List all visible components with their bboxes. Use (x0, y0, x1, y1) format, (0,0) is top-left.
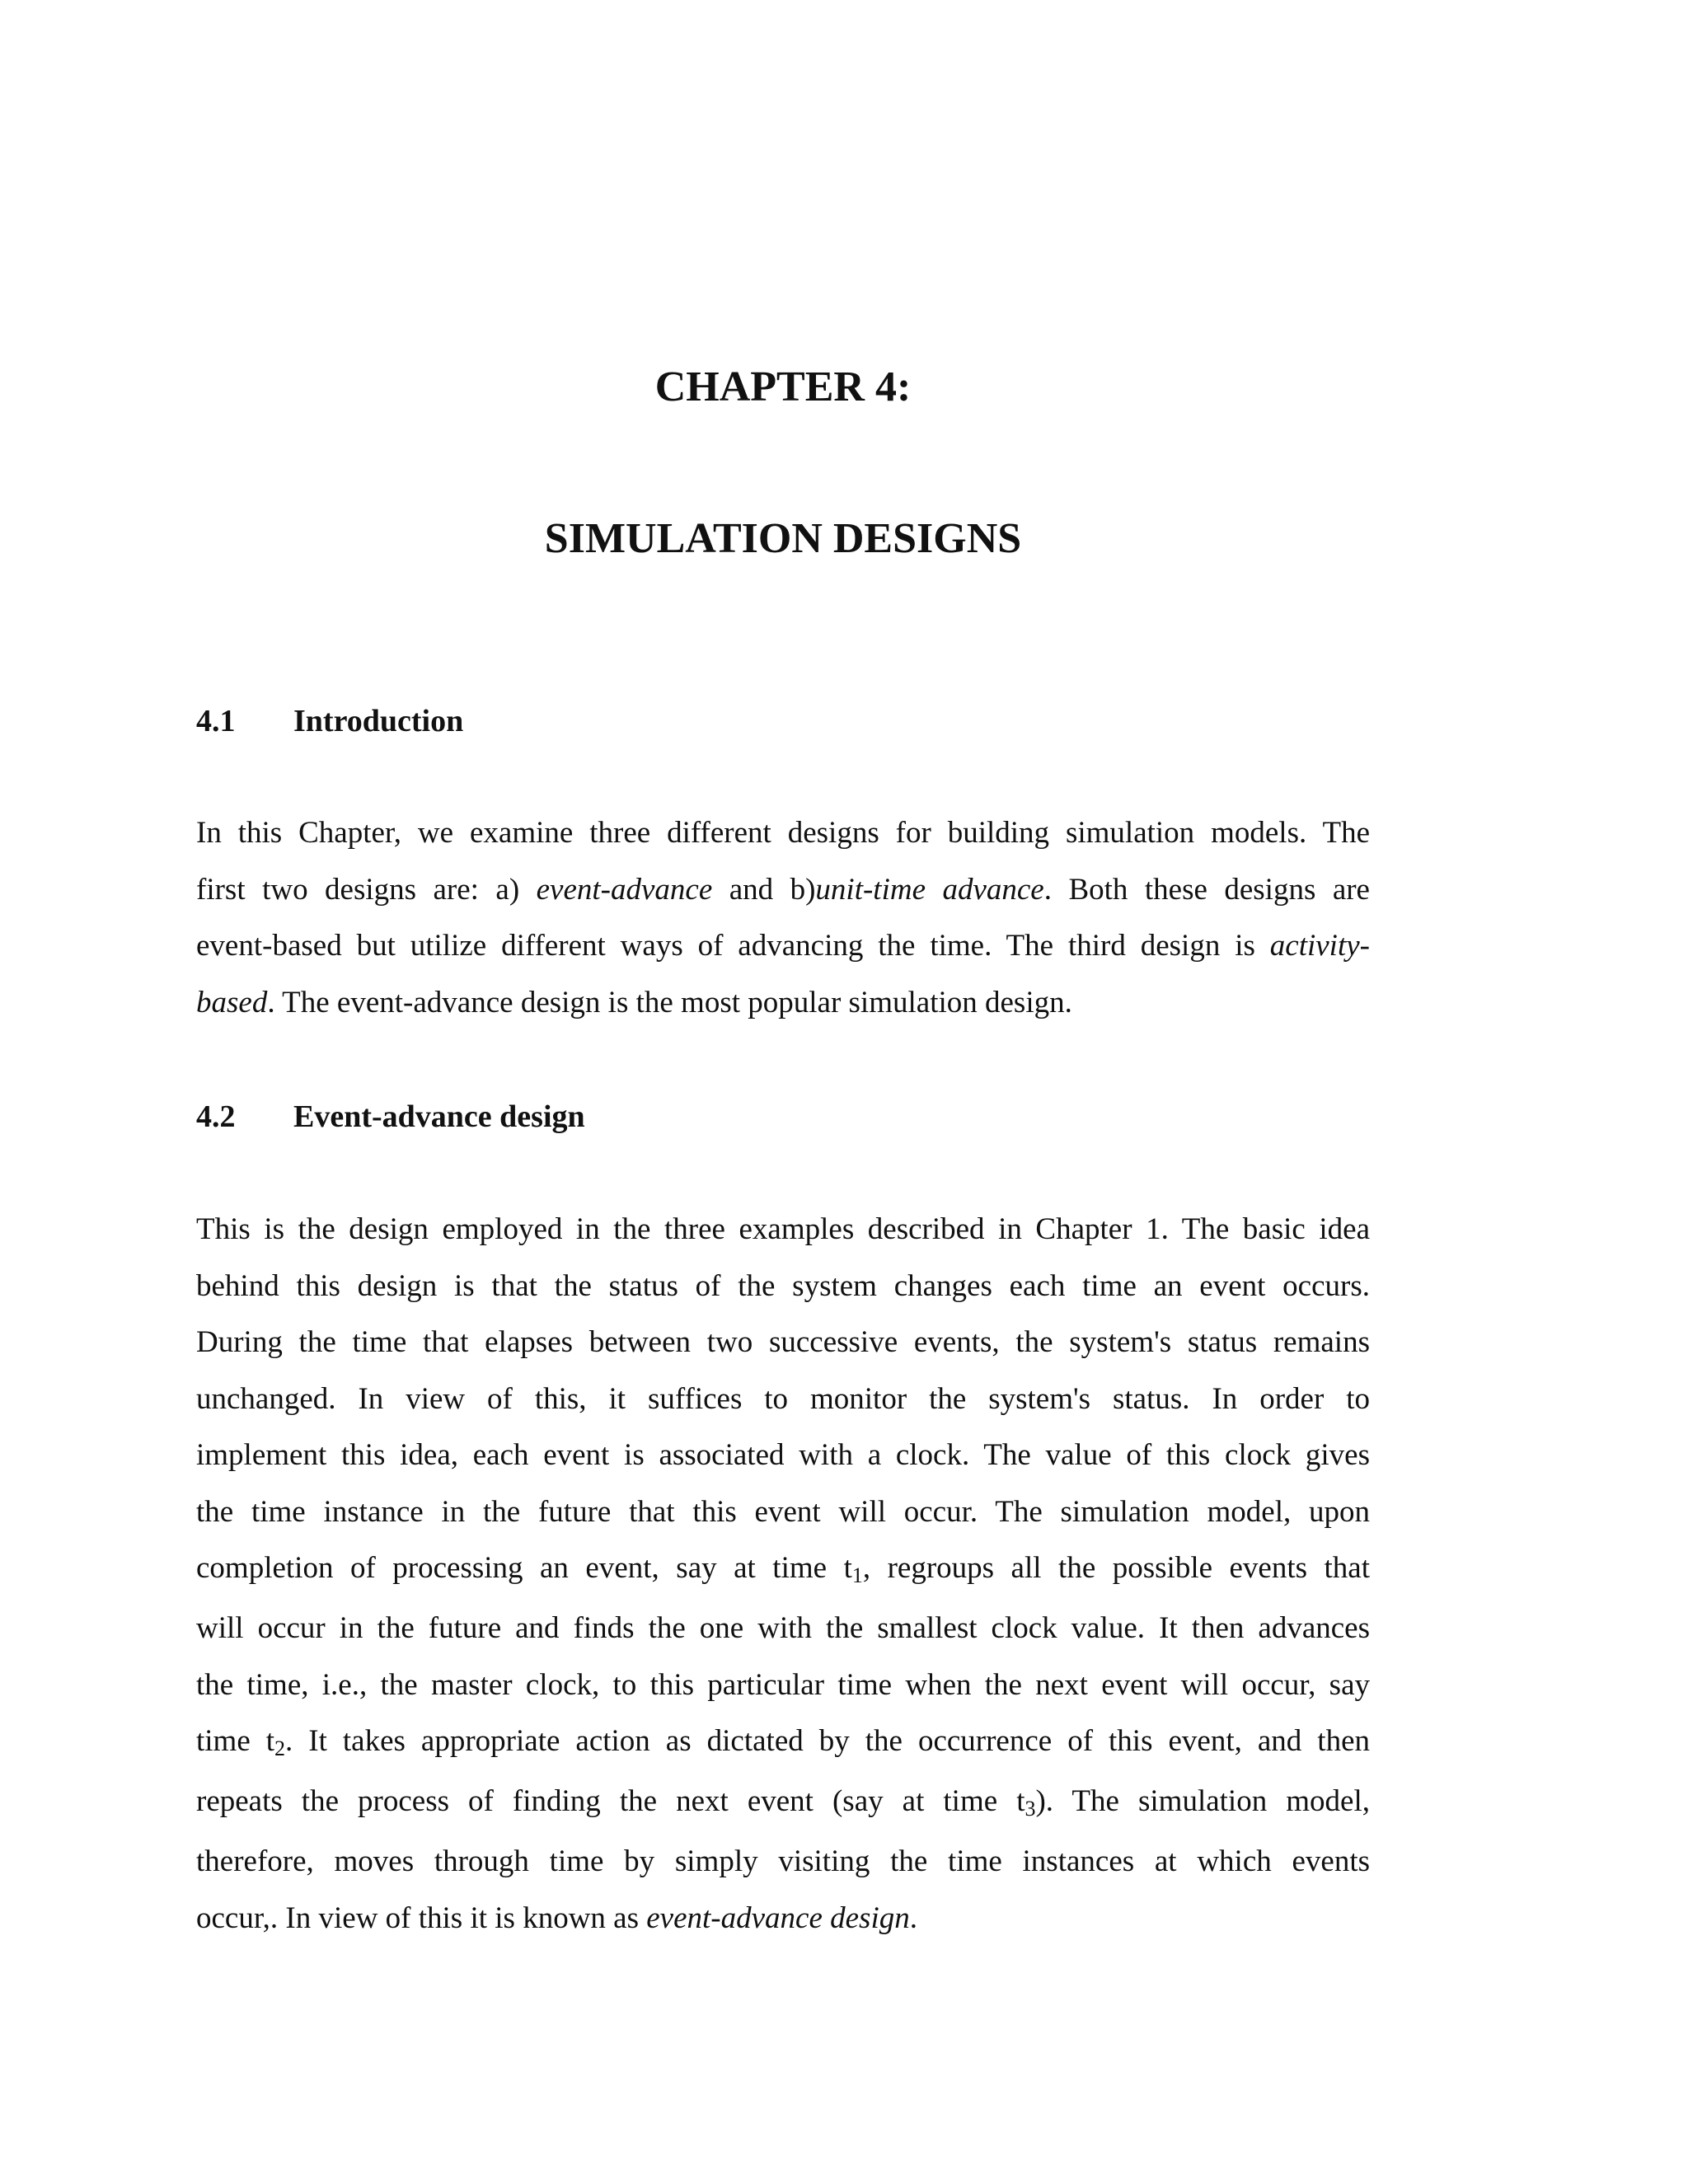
italic-term: activity- (1269, 929, 1370, 963)
italic-term: event-advance design (646, 1900, 910, 1935)
text-run: time t (196, 1724, 275, 1758)
section-title: Introduction (293, 704, 464, 738)
text-run: , regroups all the possible events that (862, 1551, 1371, 1585)
text-run: will occur in the future and finds the one with the smallest clock value. It then advances (196, 1611, 1370, 1645)
text-run: event-based but utilize different ways of advancing the time. The third design is (196, 929, 1270, 963)
text-run: completion of processing an event, say at time t (196, 1551, 852, 1585)
italic-term: based (196, 985, 268, 1019)
paragraph-line (196, 1657, 1370, 1714)
text-run: During the time that elapses between two successive events, the system's status remains (196, 1325, 1370, 1359)
italic-term: unit-time advance (815, 872, 1044, 907)
paragraph-line (196, 918, 1370, 975)
text-run: and b) (712, 872, 816, 907)
subscript: 1 (851, 1563, 863, 1587)
subscript: 2 (274, 1736, 286, 1760)
section-number: 4.1 (196, 704, 236, 738)
text-run: repeats the process of finding the next event (say at time t (196, 1784, 1025, 1818)
chapter-title: CHAPTER 4: (654, 363, 912, 410)
text-run: implement this idea, each event is associated with a clock. The value of this clock gives (196, 1438, 1370, 1472)
text-run: the time instance in the future that this event will occur. The simulation model, upon (196, 1494, 1370, 1529)
text-run: the time, i.e., the master clock, to this particular time when the next event will occur, say (196, 1667, 1370, 1702)
text-run: . The event-advance design is the most popular simulation design. (267, 985, 1072, 1019)
section-heading-event-advance (196, 1098, 585, 1136)
italic-term: event-advance (536, 872, 713, 907)
paragraph-line (196, 805, 1370, 862)
text-run: unchanged. In view of this, it suffices to monitor the system's status. In order to (196, 1381, 1370, 1416)
text-run: first two designs are: a) (196, 872, 537, 907)
text-run: In this Chapter, we examine three different designs for building simulation models. The (196, 816, 1370, 850)
text-run: ). The simulation model, (1035, 1784, 1370, 1818)
text-run: . (909, 1900, 917, 1935)
paragraph-line (196, 1427, 1370, 1484)
text-run: behind this design is that the status of the system changes each time an event occurs. (196, 1268, 1370, 1303)
text-run: occur,. In view of this it is known as (196, 1900, 647, 1935)
paragraph-line (196, 1484, 1370, 1541)
paragraph-introduction (196, 805, 1370, 1031)
paragraph-line (196, 1540, 1370, 1601)
paragraph-event-advance (196, 1202, 1370, 1947)
section-title: Event-advance design (293, 1099, 585, 1134)
paragraph-line (196, 1601, 1370, 1657)
paragraph-line (196, 1315, 1370, 1371)
section-heading-introduction (196, 702, 463, 740)
text-run: . It takes appropriate action as dictated by the occurrence of this event, and then (285, 1724, 1370, 1758)
paragraph-line (196, 975, 1370, 1032)
text-run: . Both these designs are (1043, 872, 1370, 907)
section-number: 4.2 (196, 1099, 236, 1134)
text-run: This is the design employed in the three examples described in Chapter 1. The basic idea (196, 1212, 1370, 1246)
subscript: 3 (1025, 1797, 1036, 1821)
paragraph-line (196, 1834, 1370, 1891)
paragraph-line (196, 1713, 1370, 1774)
paragraph-line (196, 1258, 1370, 1315)
chapter-subtitle: SIMULATION DESIGNS (544, 515, 1022, 562)
paragraph-line (196, 1774, 1370, 1834)
paragraph-line (196, 1891, 1370, 1947)
paragraph-line (196, 1371, 1370, 1428)
text-run: therefore, moves through time by simply visiting the time instances at which events (196, 1844, 1370, 1878)
paragraph-line (196, 862, 1370, 919)
paragraph-line (196, 1202, 1370, 1258)
